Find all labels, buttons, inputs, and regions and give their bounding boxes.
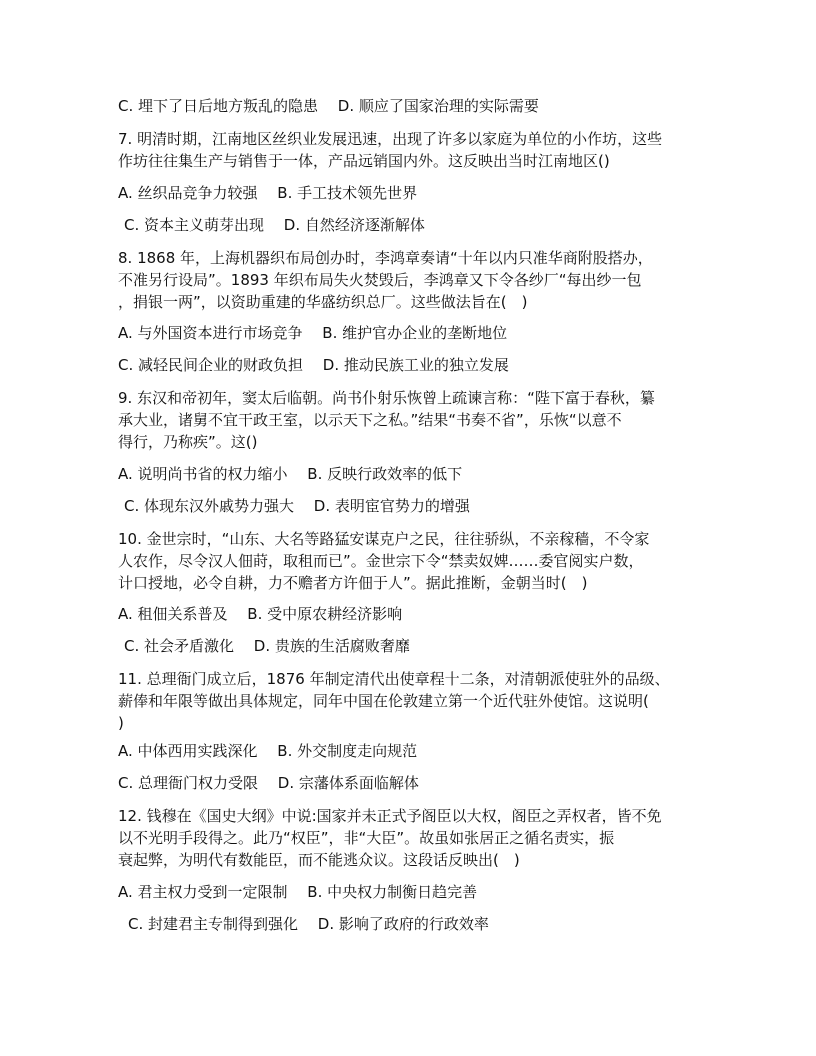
q12-options-ab: A. 君主权力受到一定限制 B. 中央权力制衡日趋完善 xyxy=(118,883,478,901)
q11-stem-line-1: 11. 总理衙门成立后，1876 年制定清代出使章程十二条，对清朝派使驻外的品级、 xyxy=(118,670,670,688)
q9-options-cd: C. 体现东汉外戚势力强大 D. 表明宦官势力的增强 xyxy=(124,497,470,515)
q10-options-cd: C. 社会矛盾激化 D. 贵族的生活腐败奢靡 xyxy=(124,637,410,655)
q11-options-cd: C. 总理衙门权力受限 D. 宗藩体系面临解体 xyxy=(118,774,419,792)
q12-options-cd: C. 封建君主专制得到强化 D. 影响了政府的行政效率 xyxy=(128,915,489,933)
q10-stem-line-2: 人农作，尽令汉人佃莳，取租而已”。金世宗下令“禁卖奴婢……委官阅实户数， xyxy=(118,552,644,570)
q9-stem-line-3: 得行，乃称疾”。这() xyxy=(118,433,258,451)
q11-stem-line-3: ) xyxy=(118,714,124,732)
q7-stem-line-1: 7. 明清时期，江南地区丝织业发展迅速，出现了许多以家庭为单位的小作坊，这些 xyxy=(118,130,663,148)
q10-stem-line-3: 计口授地，必令自耕，力不赡者方许佃于人”。据此推断，金朝当时( ) xyxy=(118,574,588,592)
q9-stem-line-1: 9. 东汉和帝初年，窦太后临朝。尚书仆射乐恢曾上疏谏言称：“陛下富于春秋，纂 xyxy=(118,389,655,407)
q12-stem-line-3: 衰起弊，为明代有数能臣，而不能逃众议。这段话反映出( ) xyxy=(118,851,520,869)
q12-stem-line-1: 12. 钱穆在《国史大纲》中说:国家并未正式予阁臣以大权，阁臣之弄权者，皆不免 xyxy=(118,807,662,825)
q8-stem-line-2: 不准另行设局”。1893 年织布局失火焚毁后，李鸿章又下令各纱厂“每出纱一包 xyxy=(118,271,642,289)
q10-stem-line-1: 10. 金世宗时，“山东、大名等路猛安谋克户之民，往往骄纵，不亲稼穑，不令家 xyxy=(118,530,650,548)
q7-stem-line-2: 作坊往往集生产与销售于一体，产品远销国内外。这反映出当时江南地区() xyxy=(118,152,610,170)
q7-options-cd: C. 资本主义萌芽出现 D. 自然经济逐渐解体 xyxy=(124,216,425,234)
q9-stem-line-2: 承大业，诸舅不宜干政王室，以示天下之私。”结果“书奏不省”，乐恢“以意不 xyxy=(118,411,622,429)
q8-stem-line-1: 8. 1868 年，上海机器织布局创办时，李鸿章奏请“十年以内只准华商附股搭办， xyxy=(118,249,653,267)
q6-options-cd: C. 埋下了日后地方叛乱的隐患 D. 顺应了国家治理的实际需要 xyxy=(118,97,539,115)
q10-options-ab: A. 租佃关系普及 B. 受中原农耕经济影响 xyxy=(118,605,403,623)
q11-stem-line-2: 薪俸和年限等做出具体规定，同年中国在伦敦建立第一个近代驻外使馆。这说明( xyxy=(118,692,649,710)
q8-options-cd: C. 减轻民间企业的财政负担 D. 推动民族工业的独立发展 xyxy=(118,356,509,374)
q7-options-ab: A. 丝织品竞争力较强 B. 手工技术领先世界 xyxy=(118,184,418,202)
q11-options-ab: A. 中体西用实践深化 B. 外交制度走向规范 xyxy=(118,742,418,760)
q8-options-ab: A. 与外国资本进行市场竞争 B. 维护官办企业的垄断地位 xyxy=(118,324,508,342)
q8-stem-line-3: ，捐银一两”，以资助重建的华盛纺织总厂。这些做法旨在( ) xyxy=(118,293,528,311)
q12-stem-line-2: 以不光明手段得之。此乃“权臣”，非“大臣”。故虽如张居正之循名责实，振 xyxy=(118,829,615,847)
q9-options-ab: A. 说明尚书省的权力缩小 B. 反映行政效率的低下 xyxy=(118,465,463,483)
